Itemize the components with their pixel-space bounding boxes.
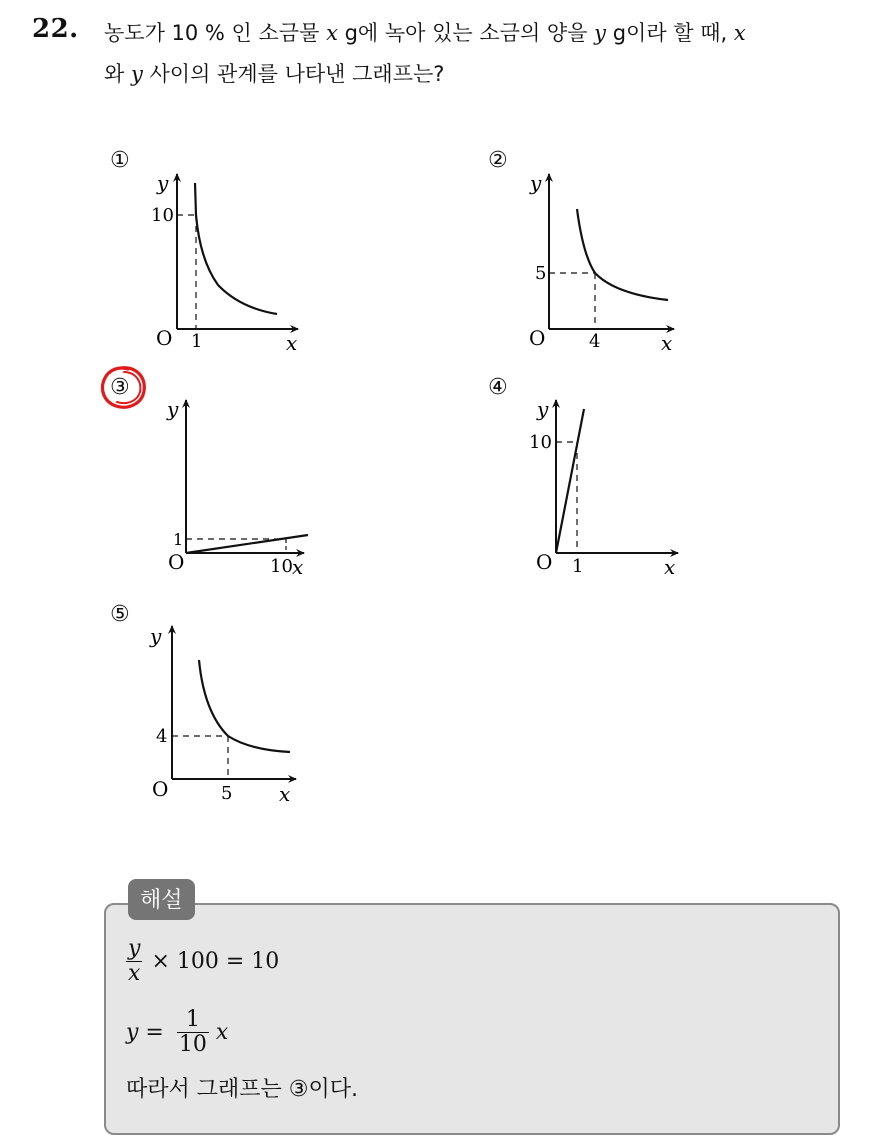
choice-5-marker[interactable]: ⑤ — [110, 602, 130, 627]
choice-3-marker[interactable]: ③ — [110, 375, 130, 400]
graph-4 — [529, 397, 678, 579]
graph-2-curve — [577, 209, 668, 300]
graph-1-x-label: x — [286, 331, 298, 355]
graph-3-x-tick: 10 — [270, 556, 293, 577]
graph-5 — [149, 624, 296, 806]
graph-2-x-label: x — [661, 331, 673, 355]
graph-3-x-label: x — [292, 555, 304, 579]
graph-5-y-tick: 4 — [156, 726, 168, 747]
graph-2 — [529, 171, 674, 355]
graph-3-line — [186, 535, 308, 553]
solution-label: 해설 — [128, 879, 195, 920]
graph-1-x-tick: 1 — [191, 331, 203, 352]
question-text-line1: 농도가 10 % 인 소금물 x g에 녹아 있는 소금의 양을 y g이라 할 때, x — [104, 21, 746, 45]
graph-3-y-label: y — [167, 397, 179, 421]
graph-1-origin: O — [156, 326, 173, 350]
choice-4-marker[interactable]: ④ — [488, 375, 508, 400]
graph-2-y-tick: 5 — [535, 263, 547, 284]
question-text-line2: 와 y 사이의 관계를 나타낸 그래프는? — [104, 62, 445, 86]
graph-5-y-label: y — [150, 624, 162, 648]
graph-5-origin: O — [152, 777, 169, 801]
graph-1-y-tick: 10 — [151, 205, 174, 226]
eq1-fraction: $\frac{y}{x}$ — [128, 936, 141, 986]
graph-5-x-tick: 5 — [221, 783, 233, 804]
choice-1-marker[interactable]: ① — [110, 148, 130, 173]
graph-2-x-tick: 4 — [589, 331, 601, 352]
choice-2-marker[interactable]: ② — [488, 148, 508, 173]
graph-5-curve — [199, 660, 290, 752]
graph-2-y-label: y — [530, 171, 542, 195]
graph-1 — [151, 171, 298, 355]
graph-4-line — [556, 409, 584, 553]
eq2-fraction: $\frac{1}{10}$ — [178, 1007, 207, 1057]
graph-3-y-tick: 1 — [173, 530, 184, 549]
graph-1-curve — [195, 183, 277, 314]
graph-4-y-tick: 10 — [529, 432, 552, 453]
solution-equation-2: y = $\frac{1}{10}$ x — [126, 1007, 229, 1057]
question-number: 22. — [32, 14, 79, 44]
solution-equation-1: $\frac{y}{x}$ × 100 = 10 — [128, 936, 280, 986]
graph-4-x-tick: 1 — [572, 556, 584, 577]
graph-3-origin: O — [168, 550, 185, 574]
selected-answer-circle — [103, 368, 145, 407]
graph-5-x-label: x — [279, 782, 291, 806]
solution-conclusion: 따라서 그래프는 ③이다. — [126, 1077, 358, 1102]
graph-4-x-label: x — [664, 555, 676, 579]
graph-2-origin: O — [529, 326, 546, 350]
graph-1-y-label: y — [157, 171, 169, 195]
graph-4-origin: O — [536, 550, 553, 574]
graph-4-y-label: y — [537, 397, 549, 421]
graph-3 — [166, 397, 308, 579]
